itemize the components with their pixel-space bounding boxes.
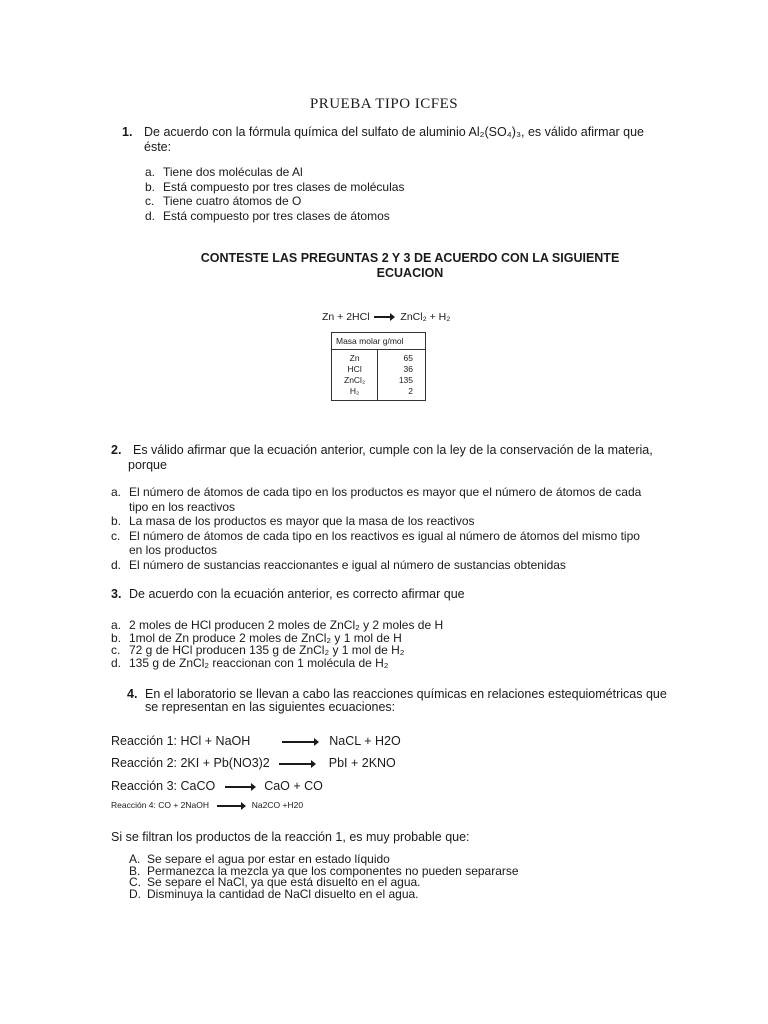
question-text: De acuerdo con la fórmula química del sulfato de aluminio Al₂(SO₄)₃, es válido afirmar que <box>144 125 645 139</box>
question-text-cont: porque <box>128 458 167 472</box>
option-a: a. El número de átomos de cada tipo en los productos es mayor que el número de átomos de cada <box>111 485 642 499</box>
arrow-icon <box>282 741 316 743</box>
option-d: d. El número de sustancias reaccionantes e igual al número de sustancias obtenidas <box>111 557 566 572</box>
reaction-4: Reacción 4: CO + 2NaOH Na2CO +H20 <box>111 800 304 810</box>
page-title: PRUEBA TIPO ICFES <box>309 96 459 112</box>
question-text-cont: se representan en las siguientes ecuaciones: <box>145 700 396 714</box>
question-number: 3. <box>111 587 122 601</box>
mass-column: 65 36 135 2 <box>378 350 426 401</box>
question-text-cont: éste: <box>144 140 172 154</box>
question-number: 1. <box>122 125 133 139</box>
equation <box>322 311 450 323</box>
question-4-prompt: Si se filtran los productos de la reacción 1, es muy probable que: <box>111 830 470 844</box>
option-d: d. Está compuesto por tres clases de átomos <box>145 208 390 223</box>
option-b: b. La masa de los productos es mayor que la masa de los reactivos <box>111 514 475 528</box>
option-a: a. 2 moles de HCl producen 2 moles de ZnCl₂ y 2 moles de H <box>111 618 444 632</box>
question-text: Es válido afirmar que la ecuación anterior, cumple con la ley de la conservación de la materia, <box>133 443 653 457</box>
section-heading: CONTESTE LAS PREGUNTAS 2 Y 3 DE ACUERDO CON LA SIGUIENTE ECUACION <box>200 251 620 280</box>
option-B: B. Permanezca la mezcla ya que los componentes no pueden separarse <box>129 863 519 878</box>
question-4 <box>127 688 697 714</box>
option-c: c. El número de átomos de cada tipo en los reactivos es igual al número de átomos del mismo tipo <box>111 528 640 543</box>
table-header: Masa molar g/mol <box>332 333 426 350</box>
question-text: En el laboratorio se llevan a cabo las reacciones químicas en relaciones estequiométricas que <box>145 687 667 701</box>
question-4-options <box>129 854 519 900</box>
arrow-icon <box>374 316 392 318</box>
species-column: Zn HCl ZnCl₂ H₂ <box>332 350 378 401</box>
option-d: d. 135 g de ZnCl₂ reaccionan con 1 molécula de H₂ <box>111 655 389 670</box>
equation-products: ZnCl₂ + H₂ <box>400 311 451 323</box>
option-D: D. Disminuya la cantidad de NaCl disuelto en el agua. <box>129 886 419 901</box>
arrow-icon <box>279 763 313 765</box>
option-A: A. Se separe el agua por estar en estado líquido <box>129 852 390 866</box>
option-c: c. Tiene cuatro átomos de O <box>145 194 302 208</box>
arrow-icon <box>217 805 243 807</box>
reaction-1: Reacción 1: HCl + NaOH NaCL + H2O <box>111 734 401 748</box>
molar-mass-table <box>331 332 426 401</box>
question-1-options <box>145 165 404 223</box>
option-b: b. Está compuesto por tres clases de moléculas <box>145 179 405 194</box>
question-number: 4. <box>127 687 138 701</box>
question-3-options <box>111 619 671 669</box>
question-2-options: a. El número de átomos de cada tipo en los productos es mayor que el número de átomos de cada tipo en los reactivos b. La masa de los productos es mayor que la masa de los reactivos c. El número de átomos de cada tipo en los reactivos es igual al número de átomos del mismo tipo en los productos d. El número de sustancias reaccionantes e igual al número de sustancias obtenidas <box>111 485 671 572</box>
option-b: b. 1mol de Zn produce 2 moles de ZnCl₂ y 1 mol de H <box>111 630 402 645</box>
question-2 <box>111 443 671 473</box>
arrow-icon <box>225 786 253 788</box>
option-c: c. 72 g de HCl producen 135 g de ZnCl₂ y 1 mol de H₂ <box>111 643 405 657</box>
question-text: De acuerdo con la ecuación anterior, es correcto afirmar que <box>129 587 465 601</box>
question-number: 2. <box>111 443 122 457</box>
equation-reactants: Zn + 2HCl <box>322 311 370 323</box>
option-C: C. Se separe el NaCl, ya que está disuelto en el agua. <box>129 875 421 889</box>
reaction-3: Reacción 3: CaCO CaO + CO <box>111 779 323 793</box>
question-1 <box>122 125 682 155</box>
question-3 <box>111 587 671 602</box>
option-a: a. Tiene dos moléculas de Al <box>145 165 303 179</box>
reaction-2: Reacción 2: 2KI + Pb(NO3)2 PbI + 2KNO <box>111 756 396 770</box>
